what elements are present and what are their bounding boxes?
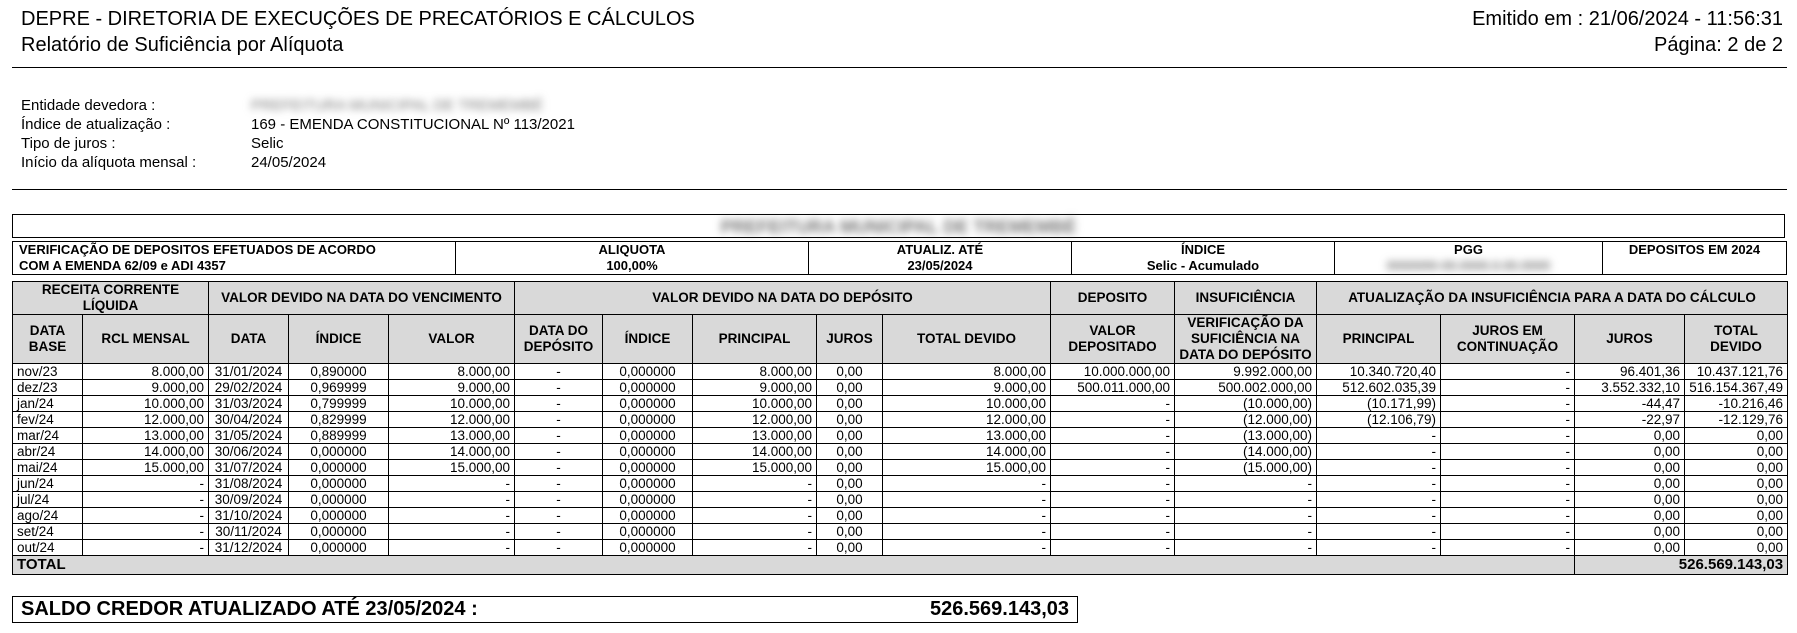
table-cell: -44,47 [1575, 396, 1685, 412]
table-cell: 3.552.332,10 [1575, 380, 1685, 396]
table-cell: 0,00 [1685, 492, 1788, 508]
aliquota-value: 100,00% [606, 258, 658, 273]
group-vencimento: VALOR DEVIDO NA DATA DO VENCIMENTO [209, 282, 515, 315]
table-cell: 0,00 [1685, 428, 1788, 444]
table-cell: 31/08/2024 [209, 476, 289, 492]
table-cell: nov/23 [13, 364, 83, 380]
table-cell: - [515, 412, 603, 428]
table-cell: 0,000000 [289, 460, 389, 476]
col-data-base: DATA BASE [13, 315, 83, 364]
table-cell: 15.000,00 [883, 460, 1051, 476]
table-cell: 0,00 [817, 428, 883, 444]
table-cell: - [515, 428, 603, 444]
table-cell: 14.000,00 [693, 444, 817, 460]
table-cell: -12.129,76 [1685, 412, 1788, 428]
table-cell: - [883, 540, 1051, 556]
aliquota-cell [456, 242, 809, 275]
table-cell: 31/10/2024 [209, 508, 289, 524]
table-cell: - [1051, 396, 1175, 412]
info-divider [12, 189, 1787, 190]
table-cell: 0,00 [1575, 444, 1685, 460]
total-row [13, 556, 1788, 575]
table-cell: 0,00 [1575, 508, 1685, 524]
report-meta [1472, 6, 1783, 58]
table-cell: - [693, 540, 817, 556]
table-cell: - [1051, 540, 1175, 556]
table-cell: - [1441, 364, 1575, 380]
table-cell: mar/24 [13, 428, 83, 444]
table-cell: - [515, 524, 603, 540]
table-cell: 0,00 [1575, 476, 1685, 492]
table-row [13, 460, 1788, 476]
table-cell: 0,000000 [289, 508, 389, 524]
interest-label: Tipo de juros : [21, 135, 116, 152]
table-cell: 13.000,00 [83, 428, 209, 444]
table-cell: - [1051, 444, 1175, 460]
table-cell: (15.000,00) [1175, 460, 1317, 476]
table-cell: 8.000,00 [83, 364, 209, 380]
group-rcl: RECEITA CORRENTE LÍQUIDA [13, 282, 209, 315]
table-cell: - [515, 476, 603, 492]
table-row [13, 380, 1788, 396]
table-cell: (14.000,00) [1175, 444, 1317, 460]
table-cell: fev/24 [13, 412, 83, 428]
table-cell: 0,000000 [289, 444, 389, 460]
table-cell: - [1441, 524, 1575, 540]
table-row [13, 476, 1788, 492]
table-cell: (12.000,00) [1175, 412, 1317, 428]
table-cell: 14.000,00 [883, 444, 1051, 460]
table-cell: 15.000,00 [389, 460, 515, 476]
table-cell: mai/24 [13, 460, 83, 476]
table-cell: 9.000,00 [83, 380, 209, 396]
table-cell: 30/06/2024 [209, 444, 289, 460]
start-label: Início da alíquota mensal : [21, 154, 197, 171]
table-cell: 0,000000 [603, 508, 693, 524]
table-cell: jul/24 [13, 492, 83, 508]
index-label: Índice de atualização : [21, 116, 171, 133]
table-cell: - [515, 492, 603, 508]
table-cell: ago/24 [13, 508, 83, 524]
table-cell: 13.000,00 [693, 428, 817, 444]
table-cell: 30/11/2024 [209, 524, 289, 540]
depositos-label: DEPOSITOS EM 2024 [1628, 242, 1761, 257]
verification-line-2: COM A EMENDA 62/09 e ADI 4357 [19, 258, 226, 273]
entity-banner [12, 214, 1785, 238]
table-cell: - [1441, 476, 1575, 492]
table-cell: 0,000000 [603, 460, 693, 476]
table-cell: 9.000,00 [693, 380, 817, 396]
table-cell: - [1441, 380, 1575, 396]
table-cell: - [389, 492, 515, 508]
table-row [13, 396, 1788, 412]
table-cell: - [1051, 524, 1175, 540]
total-value: 526.569.143,03 [1575, 556, 1788, 575]
table-cell: 12.000,00 [883, 412, 1051, 428]
table-cell: - [1317, 492, 1441, 508]
table-cell: jan/24 [13, 396, 83, 412]
table-cell: abr/24 [13, 444, 83, 460]
table-row [13, 540, 1788, 556]
table-cell: - [693, 476, 817, 492]
table-cell: 10.000,00 [389, 396, 515, 412]
table-cell: 512.602.035,39 [1317, 380, 1441, 396]
pgg-value: 0000000-00.0000.0.00.0000 [1386, 258, 1551, 273]
table-cell: 96.401,36 [1575, 364, 1685, 380]
table-cell: 0,969999 [289, 380, 389, 396]
table-cell: 12.000,00 [83, 412, 209, 428]
table-cell: - [693, 508, 817, 524]
table-cell: - [1317, 444, 1441, 460]
table-cell: - [1441, 508, 1575, 524]
table-cell: 10.000,00 [883, 396, 1051, 412]
report-header [21, 6, 695, 58]
table-cell: 12.000,00 [693, 412, 817, 428]
verification-cell [13, 242, 456, 275]
table-cell: 0,890000 [289, 364, 389, 380]
table-cell: 0,00 [817, 444, 883, 460]
indice-cell [1072, 242, 1335, 275]
table-cell: 0,000000 [603, 524, 693, 540]
table-cell: - [515, 396, 603, 412]
col-rcl-mensal: RCL MENSAL [83, 315, 209, 364]
table-cell: 10.000.000,00 [1051, 364, 1175, 380]
table-cell: (13.000,00) [1175, 428, 1317, 444]
table-cell: 0,00 [817, 540, 883, 556]
table-cell: - [883, 524, 1051, 540]
col-indice: ÍNDICE [289, 315, 389, 364]
entity-value: PREFEITURA MUNICIPAL DE TREMEMBÉ [251, 97, 544, 114]
table-cell: - [83, 540, 209, 556]
table-cell: dez/23 [13, 380, 83, 396]
table-row [13, 412, 1788, 428]
table-cell: - [1051, 492, 1175, 508]
table-cell: 0,000000 [289, 492, 389, 508]
table-cell: 14.000,00 [83, 444, 209, 460]
table-cell: - [883, 492, 1051, 508]
table-cell: 0,000000 [603, 444, 693, 460]
table-cell: 9.992.000,00 [1175, 364, 1317, 380]
atualiz-value: 23/05/2024 [907, 258, 973, 273]
group-atualizacao: ATUALIZAÇÃO DA INSUFICIÊNCIA PARA A DATA DO CÁLCULO [1317, 282, 1788, 315]
table-cell: 0,00 [817, 364, 883, 380]
table-cell: - [1317, 460, 1441, 476]
table-cell: - [1317, 540, 1441, 556]
table-cell: set/24 [13, 524, 83, 540]
table-cell: - [1441, 460, 1575, 476]
table-row [13, 444, 1788, 460]
table-cell: - [1051, 460, 1175, 476]
table-cell: - [83, 492, 209, 508]
saldo-box [12, 596, 1078, 623]
table-row [13, 428, 1788, 444]
table-cell: - [883, 476, 1051, 492]
table-cell: - [515, 540, 603, 556]
table-cell: - [1175, 508, 1317, 524]
table-cell: 10.000,00 [693, 396, 817, 412]
table-cell: 30/04/2024 [209, 412, 289, 428]
table-cell: - [1441, 492, 1575, 508]
table-cell: - [1175, 492, 1317, 508]
table-cell: - [83, 476, 209, 492]
col-total-devido: TOTAL DEVIDO [883, 315, 1051, 364]
table-cell: 0,00 [817, 412, 883, 428]
table-cell: 30/09/2024 [209, 492, 289, 508]
table-cell: -10.216,46 [1685, 396, 1788, 412]
table-cell: 12.000,00 [389, 412, 515, 428]
table-cell: (10.000,00) [1175, 396, 1317, 412]
table-cell: 0,00 [817, 380, 883, 396]
atualiz-cell [809, 242, 1072, 275]
table-cell: 10.437.121,76 [1685, 364, 1788, 380]
table-cell: jun/24 [13, 476, 83, 492]
table-cell: - [1175, 524, 1317, 540]
table-cell: - [1441, 540, 1575, 556]
table-cell: 31/07/2024 [209, 460, 289, 476]
table-cell: 500.011.000,00 [1051, 380, 1175, 396]
group-deposito-value: VALOR DEVIDO NA DATA DO DEPÓSITO [515, 282, 1051, 315]
table-row [13, 492, 1788, 508]
table-cell: - [83, 508, 209, 524]
table-cell: 0,00 [1575, 460, 1685, 476]
verification-line-1: VERIFICAÇÃO DE DEPOSITOS EFETUADOS DE ACORDO [19, 242, 376, 257]
sufficiency-table [12, 281, 1788, 575]
index-value: 169 - EMENDA CONSTITUCIONAL Nº 113/2021 [251, 116, 575, 133]
table-cell: 10.340.720,40 [1317, 364, 1441, 380]
table-cell: 0,00 [817, 476, 883, 492]
table-cell: 31/12/2024 [209, 540, 289, 556]
table-cell: 13.000,00 [389, 428, 515, 444]
table-cell: (10.171,99) [1317, 396, 1441, 412]
column-header-row [13, 315, 1788, 364]
col-valor: VALOR [389, 315, 515, 364]
table-cell: 0,000000 [289, 524, 389, 540]
table-cell: - [883, 508, 1051, 524]
table-cell: 500.002.000,00 [1175, 380, 1317, 396]
table-cell: 8.000,00 [693, 364, 817, 380]
table-cell: 31/05/2024 [209, 428, 289, 444]
table-cell: - [1051, 428, 1175, 444]
col-juros-atual: JUROS [1575, 315, 1685, 364]
table-cell: 31/01/2024 [209, 364, 289, 380]
group-insuficiencia: INSUFICIÊNCIA [1175, 282, 1317, 315]
table-cell: - [515, 460, 603, 476]
table-cell: - [389, 476, 515, 492]
table-cell: - [1441, 412, 1575, 428]
table-cell: 0,889999 [289, 428, 389, 444]
summary-table [12, 241, 1787, 275]
table-cell: - [1441, 428, 1575, 444]
table-cell: - [515, 444, 603, 460]
table-cell: - [693, 492, 817, 508]
table-cell: 0,00 [817, 460, 883, 476]
start-value: 24/05/2024 [251, 154, 327, 171]
pgg-cell [1335, 242, 1603, 275]
table-cell: 0,000000 [603, 396, 693, 412]
col-valor-depositado: VALOR DEPOSITADO [1051, 315, 1175, 364]
table-cell: 0,00 [1685, 508, 1788, 524]
col-data: DATA [209, 315, 289, 364]
saldo-label: SALDO CREDOR ATUALIZADO ATÉ 23/05/2024 : [21, 598, 478, 620]
table-cell: 0,000000 [289, 540, 389, 556]
table-cell: 0,000000 [603, 476, 693, 492]
table-cell: - [1317, 428, 1441, 444]
col-principal-atual: PRINCIPAL [1317, 315, 1441, 364]
table-cell: - [389, 508, 515, 524]
col-indice-deposito: ÍNDICE [603, 315, 693, 364]
pgg-label: PGG [1454, 242, 1483, 257]
table-cell: 14.000,00 [389, 444, 515, 460]
table-cell: - [1317, 508, 1441, 524]
table-cell: - [693, 524, 817, 540]
table-row [13, 524, 1788, 540]
table-cell: 0,00 [817, 492, 883, 508]
table-cell: 0,00 [817, 524, 883, 540]
table-row [13, 508, 1788, 524]
table-cell: 0,00 [1685, 540, 1788, 556]
indice-value: Selic - Acumulado [1146, 258, 1260, 273]
col-verificacao: VERIFICAÇÃO DA SUFICIÊNCIA NA DATA DO DEPÓSITO [1175, 315, 1317, 364]
table-cell: 0,000000 [289, 476, 389, 492]
table-cell: - [1051, 476, 1175, 492]
table-cell: - [83, 524, 209, 540]
table-cell: 0,000000 [603, 364, 693, 380]
table-cell: 0,000000 [603, 492, 693, 508]
table-cell: 13.000,00 [883, 428, 1051, 444]
table-cell: 9.000,00 [883, 380, 1051, 396]
entity-banner-text: PREFEITURA MUNICIPAL DE TREMEMBÉ [720, 217, 1077, 237]
table-cell: -22,97 [1575, 412, 1685, 428]
report-title: DEPRE - DIRETORIA DE EXECUÇÕES DE PRECATÓRIOS E CÁLCULOS [21, 8, 695, 30]
table-cell: - [1317, 524, 1441, 540]
table-cell: 15.000,00 [83, 460, 209, 476]
table-cell: - [389, 540, 515, 556]
indice-label: ÍNDICE [1180, 242, 1226, 257]
atualiz-label: ATUALIZ. ATÉ [896, 242, 984, 257]
total-label: TOTAL [13, 556, 1575, 575]
table-cell: 0,000000 [603, 412, 693, 428]
table-cell: 0,829999 [289, 412, 389, 428]
depositos-cell [1603, 242, 1787, 275]
table-cell: 0,00 [1575, 524, 1685, 540]
table-cell: 0,00 [1685, 460, 1788, 476]
table-cell: 0,00 [1575, 428, 1685, 444]
table-cell: (12.106,79) [1317, 412, 1441, 428]
info-block [21, 96, 575, 172]
table-cell: 0,799999 [289, 396, 389, 412]
table-cell: - [1051, 412, 1175, 428]
table-cell: 0,00 [1575, 540, 1685, 556]
table-cell: - [515, 380, 603, 396]
table-cell: 0,000000 [603, 380, 693, 396]
table-cell: - [1175, 540, 1317, 556]
table-cell: - [1441, 396, 1575, 412]
table-cell: - [515, 508, 603, 524]
table-cell: 516.154.367,49 [1685, 380, 1788, 396]
table-cell: - [1175, 476, 1317, 492]
col-juros-continuacao: JUROS EM CONTINUAÇÃO [1441, 315, 1575, 364]
page-number: Página: 2 de 2 [1654, 34, 1783, 56]
table-cell: - [1441, 444, 1575, 460]
table-cell: 8.000,00 [883, 364, 1051, 380]
report-subtitle: Relatório de Suficiência por Alíquota [21, 34, 344, 56]
emission-date: Emitido em : 21/06/2024 - 11:56:31 [1472, 8, 1783, 30]
table-cell: 0,000000 [603, 428, 693, 444]
table-cell: 10.000,00 [83, 396, 209, 412]
saldo-value: 526.569.143,03 [929, 598, 1069, 620]
table-cell: 15.000,00 [693, 460, 817, 476]
header-divider [12, 67, 1787, 68]
table-cell: 0,00 [817, 508, 883, 524]
table-cell: out/24 [13, 540, 83, 556]
table-cell: - [1051, 508, 1175, 524]
table-cell: 0,00 [1575, 492, 1685, 508]
table-cell: 8.000,00 [389, 364, 515, 380]
table-row [13, 364, 1788, 380]
table-cell: - [515, 364, 603, 380]
col-data-deposito: DATA DO DEPÓSITO [515, 315, 603, 364]
aliquota-label: ALIQUOTA [598, 242, 666, 257]
col-total-devido-atual: TOTAL DEVIDO [1685, 315, 1788, 364]
col-juros: JUROS [817, 315, 883, 364]
col-principal: PRINCIPAL [693, 315, 817, 364]
table-cell: 29/02/2024 [209, 380, 289, 396]
table-cell: 0,000000 [603, 540, 693, 556]
interest-value: Selic [251, 135, 284, 152]
table-cell: 0,00 [1685, 524, 1788, 540]
table-cell: 0,00 [817, 396, 883, 412]
table-cell: - [389, 524, 515, 540]
table-cell: 0,00 [1685, 476, 1788, 492]
group-deposito: DEPOSITO [1051, 282, 1175, 315]
table-cell: - [1317, 476, 1441, 492]
entity-label: Entidade devedora : [21, 97, 156, 114]
table-cell: 9.000,00 [389, 380, 515, 396]
table-cell: 0,00 [1685, 444, 1788, 460]
table-cell: 31/03/2024 [209, 396, 289, 412]
